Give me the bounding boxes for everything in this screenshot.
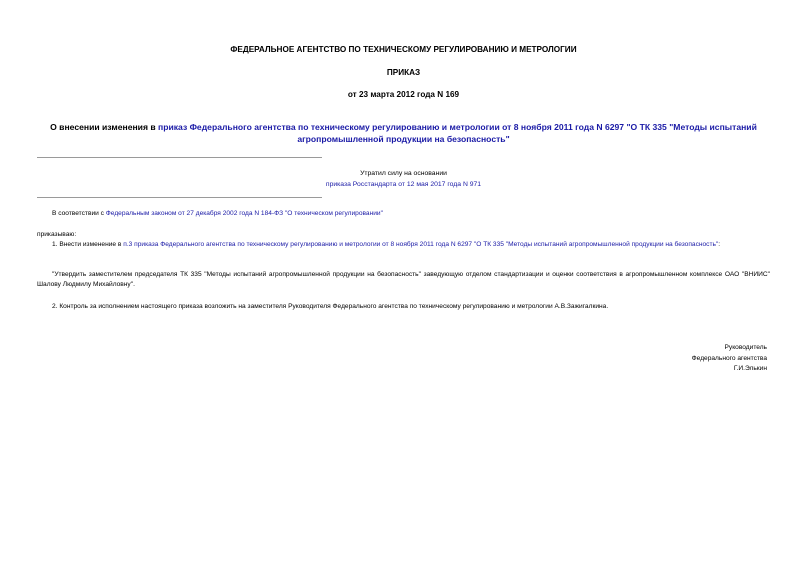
status-note-text: Утратил силу на основании [360,170,447,177]
signature-name: Г.И.Элькин [733,365,767,372]
item-1-prefix: 1. Внести изменение в [52,241,124,248]
item-2-paragraph: 2. Контроль за исполнением настоящего приказа возложить на заместителя Руководителя Федерального агентства по техническому регулированию и метрологии А.В.Зажигалкина. [52,303,609,310]
doc-type-heading: ПРИКАЗ [386,68,421,77]
item-1-suffix: : [718,241,721,248]
quoted-amendment: "Утвердить заместителем председателя ТК 335 "Методы испытаний агропромышленной продукции на безопасность" заведующую отделом стандартизации и оценки соответствия в агропромышленном комплексе ОАО "ВНИИС" Шалову Людмилу Михайловну". [37,271,770,288]
basis-paragraph [52,209,383,219]
signature-block [692,343,767,375]
date-number-heading: от 23 марта 2012 года N 169 [347,90,460,99]
status-note-link[interactable]: приказа Росстандарта от 12 мая 2017 года N 971 [325,181,482,188]
divider-top [37,157,322,158]
item-1-paragraph [37,240,770,250]
signature-organization: Федерального агентства [691,354,767,362]
title-prefix: О внесении изменения в [50,122,159,132]
order-word: приказываю: [37,231,77,238]
item-1-link[interactable]: п.3 приказа Федерального агентства по техническому регулированию и метрологии от 8 ноября 2011 года N 6297 "О ТК 335 "Методы испытаний агропромышленной продукции на безопасность" [123,241,719,248]
basis-prefix: В соответствии с [52,210,106,217]
federal-law-link[interactable]: Федеральным законом от 27 декабря 2002 года N 184-ФЗ "О техническом регулировании" [105,210,383,217]
signature-position: Руководитель [724,344,767,351]
title-order-link[interactable]: приказ Федерального агентства по техническому регулированию и метрологии от 8 ноября 2011 года N 6297 "О ТК 335 "Методы испытаний агропромышленной продукции на безопасность" [158,122,757,144]
document-title [37,121,770,145]
status-note-line [0,181,807,188]
agency-heading: ФЕДЕРАЛЬНОЕ АГЕНТСТВО ПО ТЕХНИЧЕСКОМУ РЕГУЛИРОВАНИЮ И МЕТРОЛОГИИ [230,45,577,54]
divider-bottom [37,197,322,198]
